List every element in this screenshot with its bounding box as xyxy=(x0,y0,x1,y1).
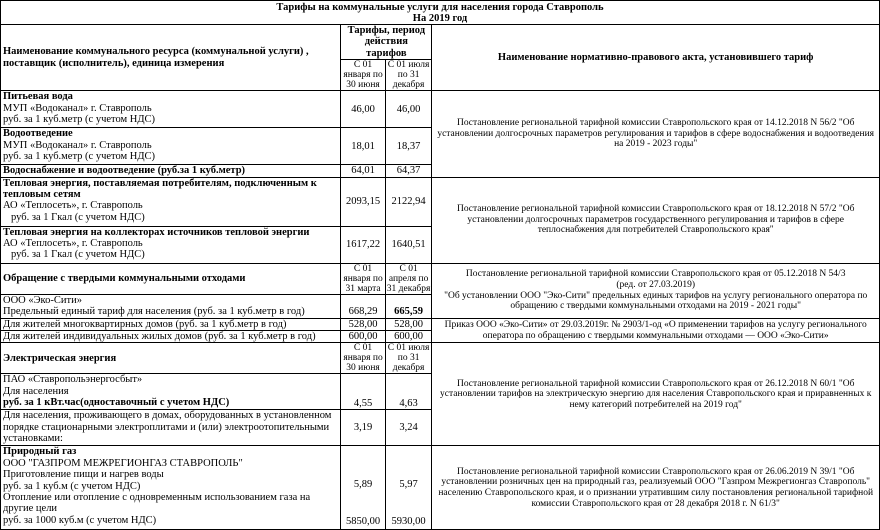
waste-houses-label: Для жителей индивидуальных жилых домов (руб. за 1 куб.метр в год) xyxy=(1,331,341,343)
water-sewage-value-2: 64,37 xyxy=(385,165,432,177)
gas-supplier: ООО "ГАЗПРОМ МЕЖРЕГИОНГАЗ СТАВРОПОЛЬ" xyxy=(3,457,243,469)
heat-title: Тепловая энергия, поставляемая потребителям, подключенным к тепловым сетям xyxy=(3,177,317,201)
water-cell xyxy=(1,91,341,128)
gas-cooking-value-2: 5,97 xyxy=(399,479,418,491)
sewage-supplier: МУП «Водоканал» г. Ставрополь xyxy=(3,139,152,151)
table-row xyxy=(1,446,880,530)
sewage-value-2: 18,37 xyxy=(385,128,432,165)
waste-apartments-value-1: 528,00 xyxy=(341,318,386,330)
sewage-unit: руб. за 1 куб.метр (с учетом НДС) xyxy=(3,151,156,163)
waste-act-line-3: "Об установлении ООО "Эко-Сити" предельных единых тарифов на услугу регионального оператора по обращению с твердыми коммунальными отходами на 2019 - 2021 годы" xyxy=(444,290,868,312)
electric-stoves-value-1: 3,19 xyxy=(341,410,386,446)
heat-cell xyxy=(1,177,341,226)
header-period-1: С 01 января по 30 июня xyxy=(341,60,386,91)
waste-apartments-value-2: 528,00 xyxy=(385,318,432,330)
sewage-cell xyxy=(1,128,341,165)
heat-value-2: 2122,94 xyxy=(385,177,432,226)
table-row xyxy=(1,318,880,330)
table-row xyxy=(1,343,880,374)
gas-cooking-value-1: 5,89 xyxy=(353,479,373,491)
waste-act xyxy=(432,263,880,318)
heat-collectors-unit: руб. за 1 Гкал (с учетом НДС) xyxy=(11,249,145,261)
gas-heating-value-1: 5850,00 xyxy=(345,515,381,527)
gas-heating: Отопление или отопление с одновременным использованием газа на другие цели xyxy=(3,492,311,515)
heat-collectors-title: Тепловая энергия на коллекторах источников тепловой энергии xyxy=(3,226,310,238)
document-title xyxy=(0,0,880,24)
waste-act-line-1: Постановление региональной тарифной комиссии Ставропольского края от 05.12.2018 N 54/3 xyxy=(465,269,846,280)
table-row xyxy=(1,177,880,226)
gas-unit-2: руб. за 1000 куб.м (с учетом НДС) xyxy=(3,514,157,526)
electric-population: Для населения xyxy=(3,385,69,397)
electric-unit: руб. за 1 кВт.час(одноставочный с учетом НДС) xyxy=(3,397,230,409)
electric-period-1: С 01 января по 30 июня xyxy=(341,343,386,374)
sewage-value-1: 18,01 xyxy=(341,128,386,165)
waste-title: Обращение с твердыми коммунальными отходами xyxy=(1,263,341,294)
water-sewage-title: Водоснабжение и водоотведение (руб.за 1 куб.метр) xyxy=(1,165,341,177)
electric-stoves-label: Для населения, проживающего в домах, оборудованных в установленном порядке стационарными электроплитами и (или) электроотопительными установками: xyxy=(1,410,341,446)
water-sewage-value-1: 64,01 xyxy=(341,165,386,177)
electric-stoves-value-2: 3,24 xyxy=(385,410,432,446)
gas-cell xyxy=(1,446,341,530)
heat-collectors-value-2: 1640,51 xyxy=(385,226,432,263)
header-period-2: С 01 июля по 31 декабря xyxy=(385,60,432,91)
heat-collectors-value-1: 1617,22 xyxy=(341,226,386,263)
gas-values-2 xyxy=(385,446,432,530)
waste-apartments-label: Для жителей многоквартирных домов (руб. за 1 куб.метр в год) xyxy=(1,318,341,330)
waste-houses-value-2: 600,00 xyxy=(385,331,432,343)
water-supplier: МУП «Водоканал» г. Ставрополь xyxy=(3,102,152,114)
waste-act-line-2: (ред. от 27.03.2019) xyxy=(616,280,696,291)
electric-value-1: 4,55 xyxy=(341,374,386,410)
waste-supplier: ООО «Эко-Сити» xyxy=(1,294,341,306)
gas-cooking: Приготовление пищи и нагрев воды xyxy=(3,469,164,481)
water-value-1: 46,00 xyxy=(341,91,386,128)
electric-cell xyxy=(1,374,341,410)
heat-act: Постановление региональной тарифной комиссии Ставропольского края от 18.12.2018 N 57/2 "Об установлении долгосрочных параметров государственного регулирования и тарифов в сфере теплоснабжения для потребителей Ставропольского края" xyxy=(432,177,880,263)
gas-heating-value-2: 5930,00 xyxy=(391,515,426,527)
water-value-2: 46,00 xyxy=(385,91,432,128)
water-act: Постановление региональной тарифной комиссии Ставропольского края от 14.12.2018 N 56/2 "Об установлении долгосрочных параметров регулирования и тарифов в сфере водоснабжения и водоотведения на 2019 - 2023 годы" xyxy=(432,91,880,177)
waste-houses-value-1: 600,00 xyxy=(341,331,386,343)
gas-values-1 xyxy=(341,446,386,530)
header-act: Наименование нормативно-правового акта, установившего тариф xyxy=(432,25,880,91)
table-row xyxy=(1,263,880,294)
heat-collectors-cell xyxy=(1,226,341,263)
gas-unit-1: руб. за 1 куб.м (с учетом НДС) xyxy=(3,480,141,492)
gas-act: Постановление региональной тарифной комиссии Ставропольского края от 26.06.2019 N 39/1 "Об установлении розничных цен на природный газ, реализуемый ООО "Газпром Межрегионгаз Ставрополь" населению Ставропольского края, и о признании утратившим силу постановления региональной тарифной комиссии Ставропольского края от 28 декабря 2018 г. N 61/3" xyxy=(432,446,880,530)
electric-period-2: С 01 июля по 31 декабря xyxy=(385,343,432,374)
electric-value-2: 4,63 xyxy=(385,374,432,410)
electric-act: Постановление региональной тарифной комиссии Ставропольского края от 26.12.2018 N 60/1 "Об установлении тарифов на электрическую энергию для населения Ставропольского края и приравненных к нему категорий потребителей на 2019 год" xyxy=(432,343,880,446)
sewage-title: Водоотведение xyxy=(3,128,73,140)
waste-unified-label: Предельный единый тариф для населения (руб. за 1 куб.метр в год) xyxy=(1,306,341,318)
heat-unit: руб. за 1 Гкал (с учетом НДС) xyxy=(11,211,145,223)
title-line-2: На 2019 год xyxy=(412,13,468,24)
water-title: Питьевая вода xyxy=(3,91,73,103)
waste-order: Приказ ООО «Эко-Сити» от 29.03.2019г. № 2903/1-од «О применении тарифов на услугу регионального оператора по обращению с твердыми коммунальными отходами — ООО «Эко-Сити» xyxy=(432,318,880,343)
electric-title: Электрическая энергия xyxy=(1,343,341,374)
gas-title: Природный газ xyxy=(3,446,77,458)
water-unit: руб. за 1 куб.метр (с учетом НДС) xyxy=(3,114,156,126)
waste-period-2: С 01 апреля по 31 декабря xyxy=(386,263,431,294)
heat-collectors-supplier: АО «Теплосеть», г. Ставрополь xyxy=(3,238,143,250)
waste-unified-value-1: 668,29 xyxy=(341,306,386,318)
heat-value-1: 2093,15 xyxy=(341,177,386,226)
waste-period-1: С 01 января по 31 марта xyxy=(341,263,386,294)
tariff-table xyxy=(0,24,880,530)
heat-supplier: АО «Теплосеть», г. Ставрополь xyxy=(3,200,143,212)
waste-unified-value-2: 665,59 xyxy=(385,306,432,318)
title-line-1: Тарифы на коммунальные услуги для населения города Ставрополь xyxy=(276,2,604,13)
table-row xyxy=(1,91,880,128)
electric-supplier: ПАО «Ставропольэнергосбыт» xyxy=(3,374,143,386)
header-tariffs: Тарифы, период действия тарифов xyxy=(341,25,432,60)
table-header-row xyxy=(1,25,880,60)
header-resource: Наименование коммунального ресурса (коммунальной услуги) , поставщик (исполнитель), единица измерения xyxy=(1,25,341,91)
